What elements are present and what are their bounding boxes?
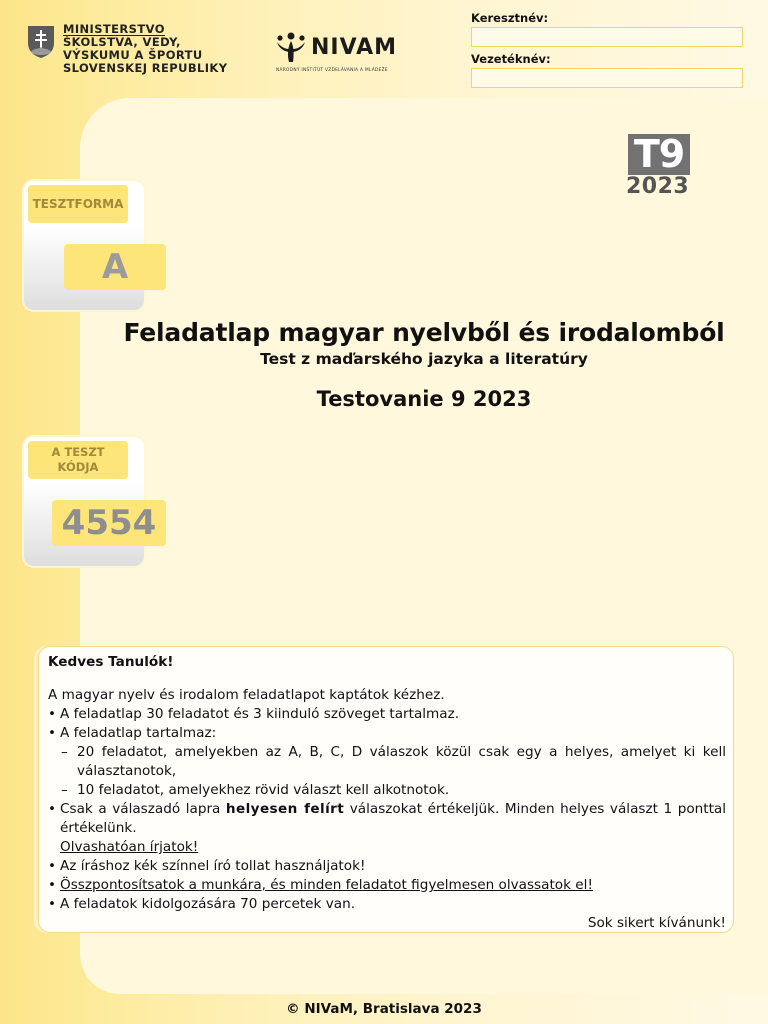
instruction-text-part: válaszokat értékeljük. Minden helyes választ 1 ponttal értékelünk. [60,801,727,836]
instruction-underlined: Összpontosítsatok a munkára, és minden feladatot figyelmesen olvassatok el! [60,877,593,893]
ministry-name [63,23,227,75]
instruction-subitem: – 20 feladatot, amelyekben az A, B, C, D válaszok közül csak egy a helyes, amelyet ki kell választanotok, [61,744,726,779]
instruction-item: • Összpontosítsatok a munkára, és minden feladatot figyelmesen olvassatok el! [48,877,593,893]
ministry-line-2: ŠKOLSTVA, VEDY, [63,35,181,49]
instruction-item: • Az íráshoz kék színnel író tollat használjatok! [48,857,726,876]
t9-badge: T9 [628,134,690,175]
instruction-item: • A feladatlap tartalmaz: [48,724,726,743]
ministry-line-4: SLOVENSKEJ REPUBLIKY [63,61,228,75]
test-code-label-text: A TESZT KÓDJA [51,445,105,474]
instructions-intro: A magyar nyelv és irodalom feladatlapot kaptátok kézhez. [48,687,445,703]
sub-title: Test z maďarského jazyka a literatúry [260,350,588,368]
slovak-emblem-icon [27,25,55,59]
instructions-box [38,646,734,933]
instructions-greeting: Kedves Tanulók! [48,654,174,670]
last-name-label: Vezetéknév: [471,52,551,66]
test-code-value: 4554 [52,500,166,546]
nivam-title: NIVAM [311,35,398,60]
ministry-line-1: MINISTERSTVO [63,22,165,36]
instruction-subtext: 10 feladatot, amelyekhez rövid választ kell alkotnotok. [77,782,450,798]
main-title: Feladatlap magyar nyelvből és irodalomból [123,318,725,347]
instruction-text: A feladatlap tartalmaz: [60,725,217,741]
last-name-field[interactable] [471,68,743,88]
ministry-line-3: VÝSKUMU A ŠPORTU [63,48,203,62]
instruction-emphasis: helyesen felírt [225,801,345,817]
test-title: Testovanie 9 2023 [316,387,532,411]
instructions-closing: Sok sikert kívánunk! [587,915,726,931]
test-form-label: TESZTFORMA [28,185,128,223]
instruction-underlined: Olvashatóan írjatok! [60,839,199,855]
instruction-subtext: 20 feladatot, amelyekben az A, B, C, D válaszok közül csak egy a helyes, amelyet ki kell választanotok, [77,744,726,779]
instruction-item: • A feladatok kidolgozására 70 percetek van. [48,895,726,914]
instruction-item: • Csak a válaszadó lapra helyesen felírt válaszokat értékeljük. Minden helyes választ 1 ponttal értékelünk. [48,801,727,836]
test-form-value: A [64,244,166,290]
instruction-text: A feladatlap 30 feladatot és 3 kiinduló szöveget tartalmaz. [60,706,460,722]
test-code-label [28,441,128,479]
first-name-label: Keresztnév: [471,11,549,25]
instruction-item: • A feladatlap 30 feladatot és 3 kiinduló szöveget tartalmaz. [48,705,726,724]
instruction-text [60,800,726,838]
nivam-subtitle: NÁRODNÝ INŠTITÚT VZDELÁVANIA A MLÁDEŽE [276,68,388,73]
instruction-text: A feladatok kidolgozására 70 percetek van. [60,896,356,912]
first-name-field[interactable] [471,27,743,47]
instruction-subitem: – 10 feladatot, amelyekhez rövid választ kell alkotnotok. [48,781,726,800]
instruction-text-part: Csak a válaszadó lapra [60,801,226,817]
footer-copyright: © NIVaM, Bratislava 2023 [286,1001,482,1017]
instruction-text: Az íráshoz kék színnel író tollat használjatok! [60,858,366,874]
nivam-logo-icon [274,30,308,64]
t9-year: 2023 [626,174,690,199]
